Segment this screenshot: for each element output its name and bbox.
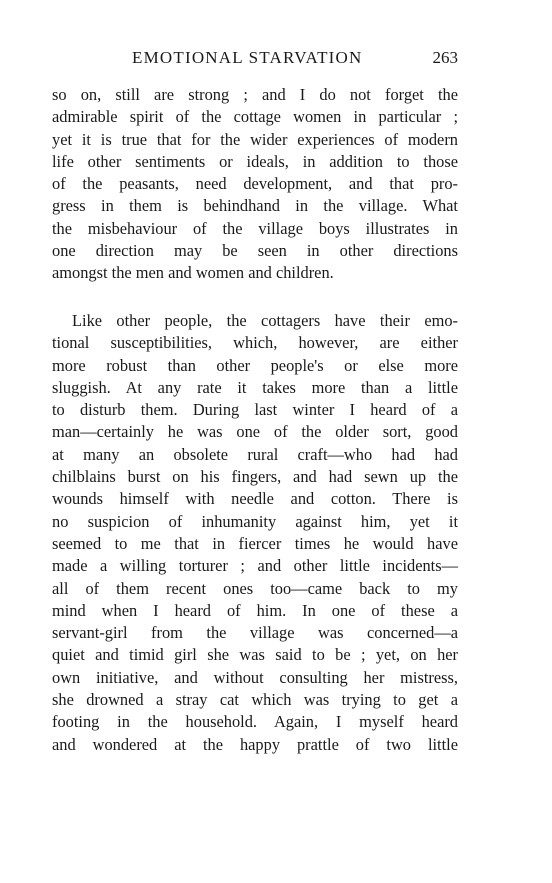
text-line: wounds himself with needle and cotton. There is — [52, 489, 458, 509]
text-line: the misbehaviour of the village boys illustrates in — [52, 218, 458, 238]
text-line: footing in the household. Again, I myself heard — [52, 712, 458, 732]
text-line: at many an obsolete rural craft—who had had — [52, 444, 458, 464]
text-line: and wondered at the happy prattle of two little — [52, 734, 458, 754]
text-line: mind when I heard of him. In one of these a — [52, 600, 458, 620]
text-line: life other sentiments or ideals, in addition to those — [52, 151, 458, 171]
text-line: no suspicion of inhumanity against him, yet it — [52, 511, 458, 531]
running-title: EMOTIONAL STARVATION — [132, 48, 363, 67]
text-line: more robust than other people's or else more — [52, 355, 458, 375]
text-line: chilblains burst on his fingers, and had sewn up the — [52, 467, 458, 487]
running-header — [52, 48, 458, 72]
text-line: tional susceptibilities, which, however, are either — [52, 333, 458, 353]
text-line: one direction may be seen in other directions — [52, 241, 458, 261]
text-line: sluggish. At any rate it takes more than a little — [52, 377, 458, 397]
text-line: man—certainly he was one of the older sort, good — [52, 422, 458, 442]
text-line: so on, still are strong ; and I do not forget the — [52, 85, 458, 104]
text-line: made a willing torturer ; and other little incidents— — [52, 556, 458, 576]
text-line: servant-girl from the village was concerned—a — [52, 623, 458, 643]
text-line: amongst the men and women and children. — [52, 263, 334, 283]
text-line: seemed to me that in fiercer times he would have — [52, 533, 458, 553]
text-line: admirable spirit of the cottage women in particular ; — [52, 107, 458, 127]
text-line: yet it is true that for the wider experiences of modern — [52, 129, 458, 149]
text-line: own initiative, and without consulting her mistress, — [52, 667, 458, 687]
paragraph-1 — [52, 84, 458, 285]
text-line: of the peasants, need development, and that pro- — [52, 174, 458, 194]
text-line: all of them recent ones too—came back to my — [52, 578, 458, 598]
text-line: gress in them is behindhand in the village. What — [52, 196, 458, 216]
text-line: she drowned a stray cat which was trying to get a — [52, 690, 458, 710]
text-line: to disturb them. During last winter I heard of a — [52, 400, 458, 420]
text-line: Like other people, the cottagers have their emo- — [72, 311, 458, 330]
page-number: 263 — [432, 48, 458, 67]
text-line: quiet and timid girl she was said to be ; yet, on her — [52, 645, 458, 665]
paragraph-2 — [52, 310, 458, 756]
